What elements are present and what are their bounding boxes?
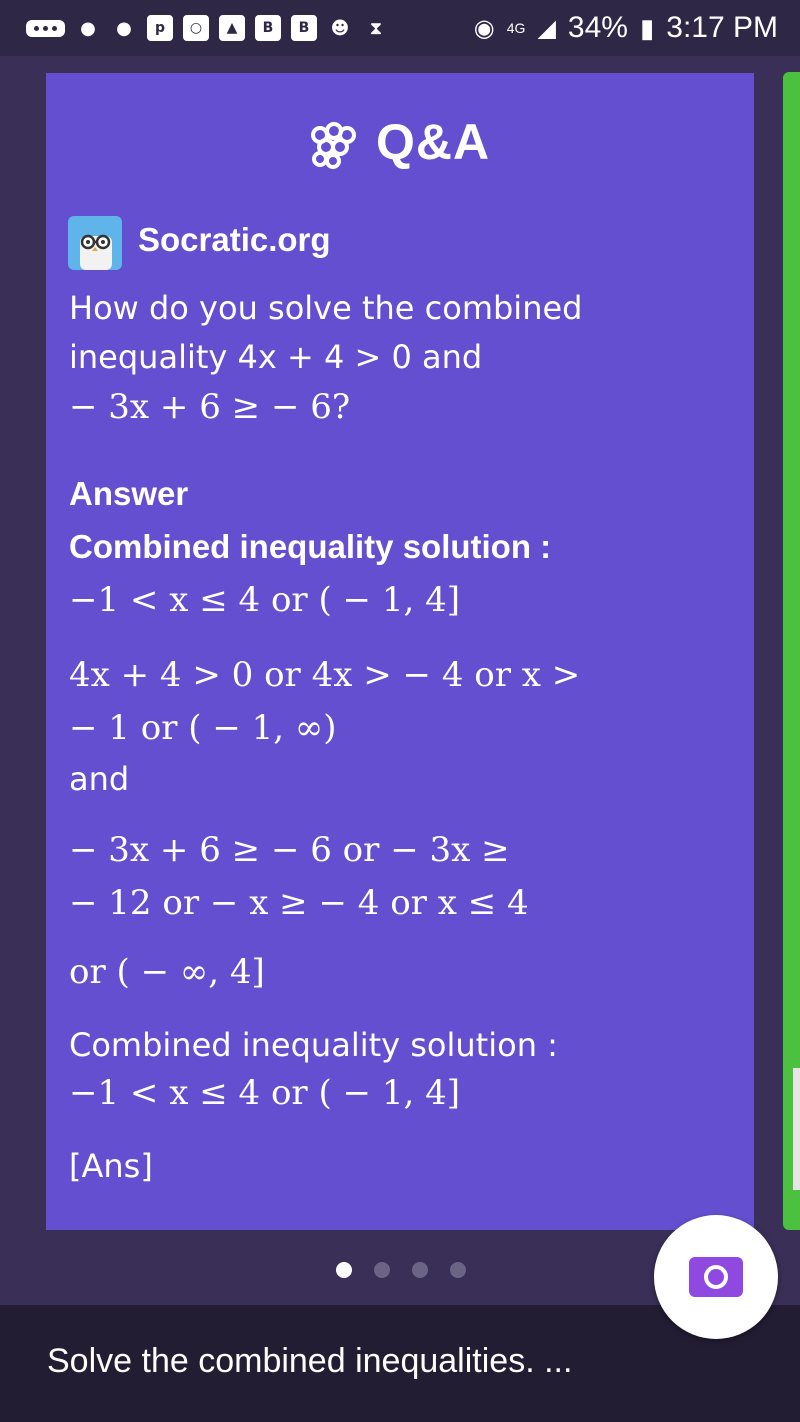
battery-icon: ▮ (639, 12, 655, 43)
step1-line-2: − 1 or ( − 1, ∞) (69, 708, 337, 748)
step1-line-1: 4x + 4 > 0 or 4x > − 4 or x > (69, 655, 581, 695)
grapes-logo-icon (308, 119, 358, 173)
snapchat-icon-2: ● (116, 17, 132, 39)
ans-tag: [Ans] (69, 1147, 153, 1185)
next-card-edge[interactable] (783, 72, 800, 1230)
question-line-1: How do you solve the combined (69, 289, 583, 327)
step2-line-2: − 12 or − x ≥ − 4 or x ≤ 4 (69, 883, 529, 923)
combined-value: −1 < x ≤ 4 or ( − 1, 4] (69, 1073, 460, 1113)
step2-line-3: or ( − ∞, 4] (69, 952, 265, 992)
answer-heading: Answer (69, 475, 189, 512)
wifi-icon: ◉ (473, 14, 495, 42)
question-line-2: inequality 4x + 4 > 0 and (69, 338, 483, 376)
battery-percent: 34% (567, 11, 628, 44)
clock: 3:17 PM (666, 11, 778, 44)
instagram-icon: ○ (183, 15, 209, 41)
app-b-icon: B (255, 15, 281, 41)
more-notifications-icon (26, 20, 65, 37)
step2-line-1: − 3x + 6 ≥ − 6 or − 3x ≥ (69, 830, 510, 870)
solution-line: −1 < x ≤ 4 or ( − 1, 4] (69, 580, 460, 620)
snapchat-icon: ● (80, 17, 96, 39)
qa-title: Q&A (376, 114, 491, 170)
system-status (474, 0, 778, 56)
next-card-image-edge (793, 1068, 800, 1190)
avatar-app-icon: ☻ (330, 17, 350, 39)
camera-icon (689, 1257, 743, 1297)
signal-icon: ◢ (537, 14, 556, 42)
app-b-icon-2: B (291, 15, 317, 41)
card-pager[interactable] (336, 1262, 466, 1278)
gallery-icon: ▲ (219, 15, 245, 41)
pager-dot-3[interactable] (412, 1262, 428, 1278)
network-type: 4G (506, 20, 526, 36)
camera-button[interactable] (654, 1215, 778, 1339)
vibrate-icon: ⧗ (369, 17, 383, 39)
query-text[interactable]: Solve the combined inequalities. ... (47, 1342, 573, 1380)
question-line-3: − 3x + 6 ≥ − 6? (69, 387, 351, 427)
and-text: and (69, 760, 130, 798)
solution-heading: Combined inequality solution : (69, 528, 552, 565)
socratic-owl-icon (68, 216, 122, 270)
pager-dot-4[interactable] (450, 1262, 466, 1278)
pager-dot-2[interactable] (374, 1262, 390, 1278)
pinterest-icon: p (147, 15, 173, 41)
status-bar (0, 0, 800, 56)
qa-card[interactable] (46, 73, 754, 1230)
pager-dot-1[interactable] (336, 1262, 352, 1278)
notification-icons (26, 15, 389, 41)
source-name[interactable]: Socratic.org (138, 221, 331, 258)
combined-label: Combined inequality solution : (69, 1026, 558, 1064)
